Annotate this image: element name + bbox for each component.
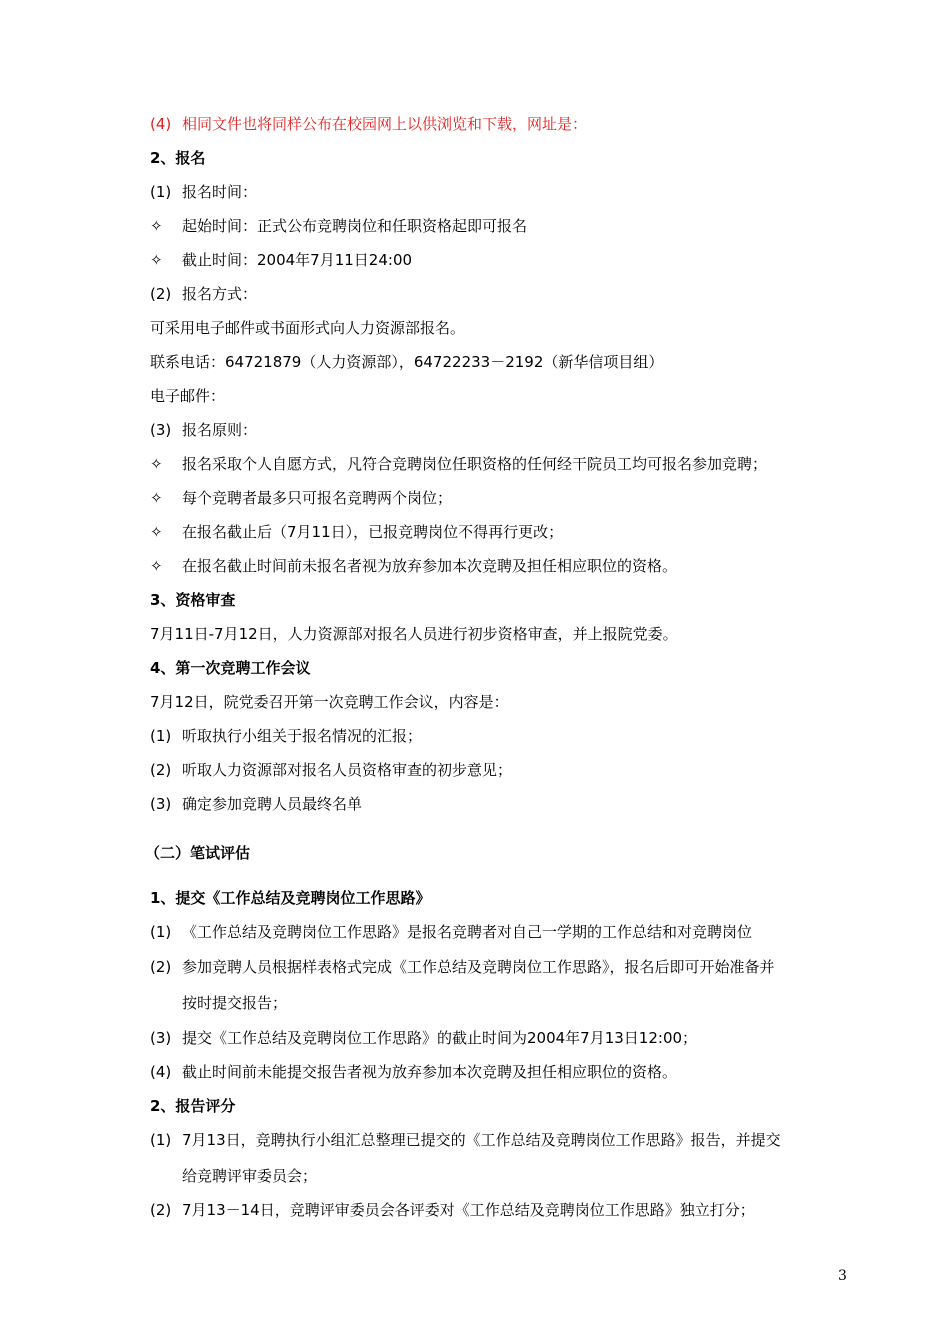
- bullet-diamond-icon: ✧: [150, 217, 163, 235]
- list-marker: (1): [150, 1131, 172, 1149]
- line-4: [150, 216, 860, 236]
- list-marker: (2): [150, 761, 172, 779]
- section-heading-first-meeting: [150, 658, 860, 678]
- line-3: [150, 182, 860, 202]
- heading-text: 3、资格审查: [150, 591, 236, 609]
- bullet-diamond-icon: ✧: [150, 455, 163, 473]
- line-text: 7月11日-7月12日，人力资源部对报名人员进行初步资格审查，并上报院党委。: [150, 625, 678, 643]
- list-marker: (3): [150, 421, 172, 439]
- line-text: 《工作总结及竞聘岗位工作思路》是报名竞聘者对自己一学期的工作总结和对竞聘岗位: [182, 923, 753, 941]
- section-heading-signup: [150, 148, 860, 168]
- heading-text: 2、报名: [150, 149, 206, 167]
- line-text: 电子邮件：: [150, 387, 226, 405]
- line-26: [182, 993, 860, 1013]
- line-text: 报名时间：: [182, 183, 258, 201]
- line-text: 在报名截止后（7月11日），已报竞聘岗位不得再行更改；: [182, 523, 564, 541]
- line-25: [150, 957, 860, 977]
- section-heading-report-scoring: [150, 1096, 860, 1116]
- line-text: 报名方式：: [182, 285, 258, 303]
- bullet-diamond-icon: ✧: [150, 251, 163, 269]
- list-marker: (2): [150, 1201, 172, 1219]
- line-18: [150, 692, 860, 712]
- line-28: [150, 1062, 860, 1082]
- line-text: 确定参加竞聘人员最终名单: [182, 795, 363, 813]
- list-marker: (3): [150, 795, 172, 813]
- heading-text: 2、报告评分: [150, 1097, 236, 1115]
- line-7: [150, 318, 860, 338]
- line-1: [150, 114, 860, 134]
- line-text: 在报名截止时间前未报名者视为放弃参加本次竞聘及担任相应职位的资格。: [182, 557, 678, 575]
- bullet-diamond-icon: ✧: [150, 557, 163, 575]
- line-31: [182, 1166, 860, 1186]
- line-text: 听取人力资源部对报名人员资格审查的初步意见；: [182, 761, 513, 779]
- list-marker: (1): [150, 923, 172, 941]
- page-number: 3: [838, 1268, 847, 1284]
- section-heading-submit-report: [150, 888, 860, 908]
- line-13: [150, 522, 860, 542]
- email-line: [150, 386, 860, 406]
- line-5: [150, 250, 860, 270]
- list-marker: (2): [150, 958, 172, 976]
- line-text: 参加竞聘人员根据样表格式完成《工作总结及竞聘岗位工作思路》，报名后即可开始准备并: [182, 958, 775, 976]
- line-text: 7月12日，院党委召开第一次竞聘工作会议，内容是：: [150, 693, 509, 711]
- list-marker: (2): [150, 285, 172, 303]
- line-20: [150, 760, 860, 780]
- bullet-diamond-icon: ✧: [150, 489, 163, 507]
- line-text: 截止时间：2004年7月11日24:00: [182, 251, 413, 269]
- line-text: 每个竞聘者最多只可报名竞聘两个岗位；: [182, 489, 453, 507]
- section-heading-written-eval: [145, 843, 860, 863]
- line-text: 给竞聘评审委员会；: [182, 1167, 318, 1185]
- section-heading-qualification: [150, 590, 860, 610]
- heading-text: 4、第一次竞聘工作会议: [150, 659, 311, 677]
- list-marker: (1): [150, 727, 172, 745]
- line-12: [150, 488, 860, 508]
- heading-text: （二）笔试评估: [145, 844, 251, 862]
- line-text: 起始时间：正式公布竞聘岗位和任职资格起即可报名: [182, 217, 528, 235]
- line-text: 听取执行小组关于报名情况的汇报；: [182, 727, 423, 745]
- line-30: [150, 1130, 860, 1150]
- line-27: [150, 1028, 860, 1048]
- list-marker: (1): [150, 183, 172, 201]
- line-text: 7月13日，竞聘执行小组汇总整理已提交的《工作总结及竞聘岗位工作思路》报告，并提交: [182, 1131, 781, 1149]
- line-text: 截止时间前未能提交报告者视为放弃参加本次竞聘及担任相应职位的资格。: [182, 1063, 678, 1081]
- list-marker: (3): [150, 1029, 172, 1047]
- line-text: 7月13－14日，竞聘评审委员会各评委对《工作总结及竞聘岗位工作思路》独立打分；: [182, 1201, 755, 1219]
- line-text: 可采用电子邮件或书面形式向人力资源部报名。: [150, 319, 466, 337]
- line-24: [150, 922, 860, 942]
- line-19: [150, 726, 860, 746]
- line-text: 联系电话：64721879（人力资源部），64722233－2192（新华信项目组）: [150, 353, 664, 371]
- line-11: [150, 454, 860, 474]
- line-text: 相同文件也将同样公布在校园网上以供浏览和下载，网址是：: [182, 115, 588, 133]
- list-marker: (4): [150, 115, 172, 133]
- line-21: [150, 794, 860, 814]
- line-6: [150, 284, 860, 304]
- line-text: 按时提交报告；: [182, 994, 288, 1012]
- line-text: 报名采取个人自愿方式，凡符合竞聘岗位任职资格的任何经干院员工均可报名参加竞聘；: [182, 455, 768, 473]
- line-14: [150, 556, 860, 576]
- contact-phone-line: [150, 352, 860, 372]
- heading-text: 1、提交《工作总结及竞聘岗位工作思路》: [150, 889, 431, 907]
- line-16: [150, 624, 860, 644]
- line-text: 报名原则：: [182, 421, 258, 439]
- line-32: [150, 1200, 860, 1220]
- list-marker: (4): [150, 1063, 172, 1081]
- line-text: 提交《工作总结及竞聘岗位工作思路》的截止时间为2004年7月13日12:00；: [182, 1029, 698, 1047]
- line-10: [150, 420, 860, 440]
- bullet-diamond-icon: ✧: [150, 523, 163, 541]
